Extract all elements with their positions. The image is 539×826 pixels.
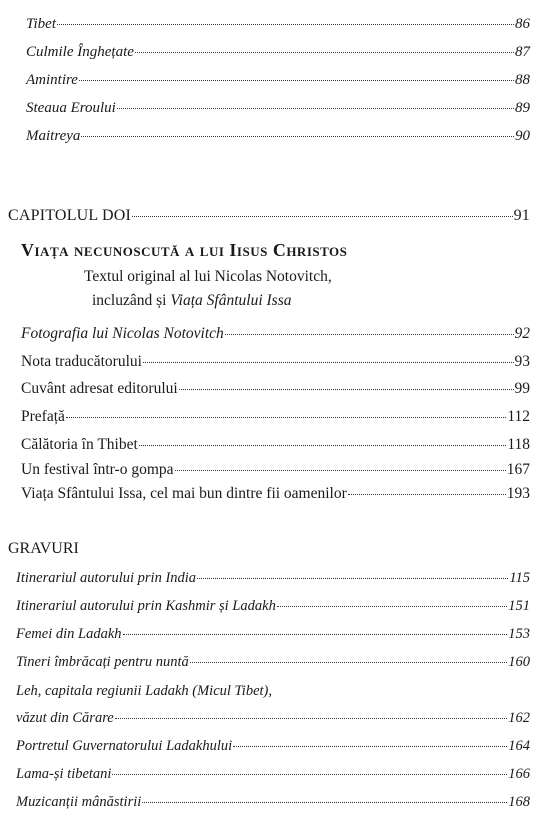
toc-entry-viata-issa: [21, 486, 530, 502]
toc-entry-portretul: [16, 739, 530, 754]
toc-entry-itinerariul-kashmir: [16, 599, 530, 614]
leader-dots: [175, 470, 506, 471]
toc-entry-leh-line1: Leh, capitala regiunii Ladakh (Micul Tibet),: [16, 683, 273, 699]
toc-entry-page: 87: [515, 44, 530, 60]
leader-dots: [57, 24, 514, 25]
toc-entry-label: Viața Sfântului Issa, cel mai bun dintre fii oamenilor: [21, 485, 347, 502]
toc-entry-tineri: [16, 655, 530, 670]
leader-dots: [233, 746, 507, 747]
toc-entry-calatoria: [21, 437, 530, 453]
leader-dots: [81, 136, 514, 137]
leader-dots: [135, 52, 514, 53]
toc-entry-page: 115: [509, 570, 530, 586]
toc-entry-page: 88: [515, 72, 530, 88]
toc-entry-amintire: [26, 73, 530, 88]
leader-dots: [117, 108, 514, 109]
toc-entry-femei: [16, 627, 530, 642]
toc-entry-tibet: [26, 17, 530, 32]
toc-entry-label: Călătoria în Thibet: [21, 436, 138, 453]
toc-entry-label: Lama-și tibetani: [16, 766, 112, 782]
toc-entry-label: Tineri îmbrăcați pentru nuntă: [16, 654, 189, 670]
toc-entry-page: 153: [508, 626, 530, 642]
toc-entry-label: Un festival într-o gompa: [21, 461, 174, 478]
toc-entry-label: Itinerariul autorului prin India: [16, 570, 197, 586]
toc-entry-page: 86: [515, 16, 530, 32]
toc-entry-page: 166: [508, 766, 530, 782]
toc-entry-label: Cuvânt adresat editorului: [21, 380, 178, 397]
subtitle-italic: Viața Sfântului Issa: [170, 292, 292, 309]
toc-entry-label: văzut din Cărare: [16, 710, 114, 726]
show-through-text: [230, 160, 236, 186]
toc-entry-steaua: [26, 101, 530, 116]
leader-dots: [277, 606, 507, 607]
leader-dots: [115, 718, 508, 719]
toc-entry-label: Tibet: [26, 16, 57, 32]
toc-entry-label: Maitreya: [26, 128, 81, 144]
toc-entry-page: 168: [508, 794, 530, 810]
chapter-page: 91: [513, 207, 530, 224]
leader-dots: [348, 494, 506, 495]
toc-entry-label: Amintire: [26, 72, 78, 88]
toc-entry-page: 162: [508, 710, 530, 726]
toc-entry-label: Nota traducătorului: [21, 353, 142, 370]
subtitle-prefix: incluzând și: [92, 292, 171, 309]
toc-entry-label: Itinerariul autorului prin Kashmir și Ladakh: [16, 598, 276, 614]
leader-dots: [143, 362, 514, 363]
leader-dots: [79, 80, 514, 81]
toc-entry-page: 118: [507, 436, 530, 453]
leader-dots: [139, 445, 507, 446]
leader-dots: [197, 578, 508, 579]
leader-dots: [123, 634, 508, 635]
leader-dots: [132, 216, 513, 217]
toc-entry-label: Steaua Eroului: [26, 100, 116, 116]
toc-entry-label: Fotografia lui Nicolas Notovitch: [21, 325, 224, 342]
toc-entry-label: Prefață: [21, 408, 65, 425]
leader-dots: [190, 662, 507, 663]
toc-entry-page: 93: [514, 353, 530, 370]
toc-entry-culmile: [26, 45, 530, 60]
chapter-label: CAPITOLUL DOI: [8, 207, 132, 224]
toc-entry-label: Culmile Înghețate: [26, 44, 134, 60]
chapter-subtitle-line1: Textul original al lui Nicolas Notovitch,: [84, 268, 332, 285]
leader-dots: [142, 802, 507, 803]
toc-entry-fotografia: [21, 326, 530, 342]
toc-entry-page: 151: [508, 598, 530, 614]
toc-entry-page: 167: [506, 461, 530, 478]
toc-entry-page: 164: [508, 738, 530, 754]
chapter-title: Viața necunoscută a lui Iisus Christos: [21, 240, 348, 260]
leader-dots: [225, 334, 514, 335]
gravuri-heading: GRAVURI: [8, 540, 79, 557]
toc-entry-page: 112: [507, 408, 530, 425]
chapter-subtitle-line2: [92, 292, 291, 310]
toc-entry-muzicantii: [16, 795, 530, 810]
toc-entry-cuvant: [21, 381, 530, 397]
toc-entry-page: 99: [514, 380, 530, 397]
toc-entry-festival: [21, 462, 530, 478]
leader-dots: [179, 389, 514, 390]
toc-entry-label: Femei din Ladakh: [16, 626, 122, 642]
toc-entry-page: 92: [514, 325, 530, 342]
toc-entry-label: Muzicanții mânăstirii: [16, 794, 142, 810]
toc-entry-lama: [16, 767, 530, 782]
leader-dots: [66, 417, 506, 418]
toc-entry-prefata: [21, 409, 530, 425]
leader-dots: [112, 774, 507, 775]
toc-entry-page: 193: [506, 485, 530, 502]
toc-entry-maitreya: [26, 129, 530, 144]
toc-entry-itinerariul-india: [16, 571, 530, 586]
toc-entry-page: 160: [508, 654, 530, 670]
toc-entry-label: Portretul Guvernatorului Ladakhului: [16, 738, 233, 754]
toc-entry-nota: [21, 354, 530, 370]
toc-entry-leh: [16, 711, 530, 726]
toc-entry-page: 89: [515, 100, 530, 116]
chapter-heading: [8, 208, 530, 224]
toc-entry-page: 90: [515, 128, 530, 144]
